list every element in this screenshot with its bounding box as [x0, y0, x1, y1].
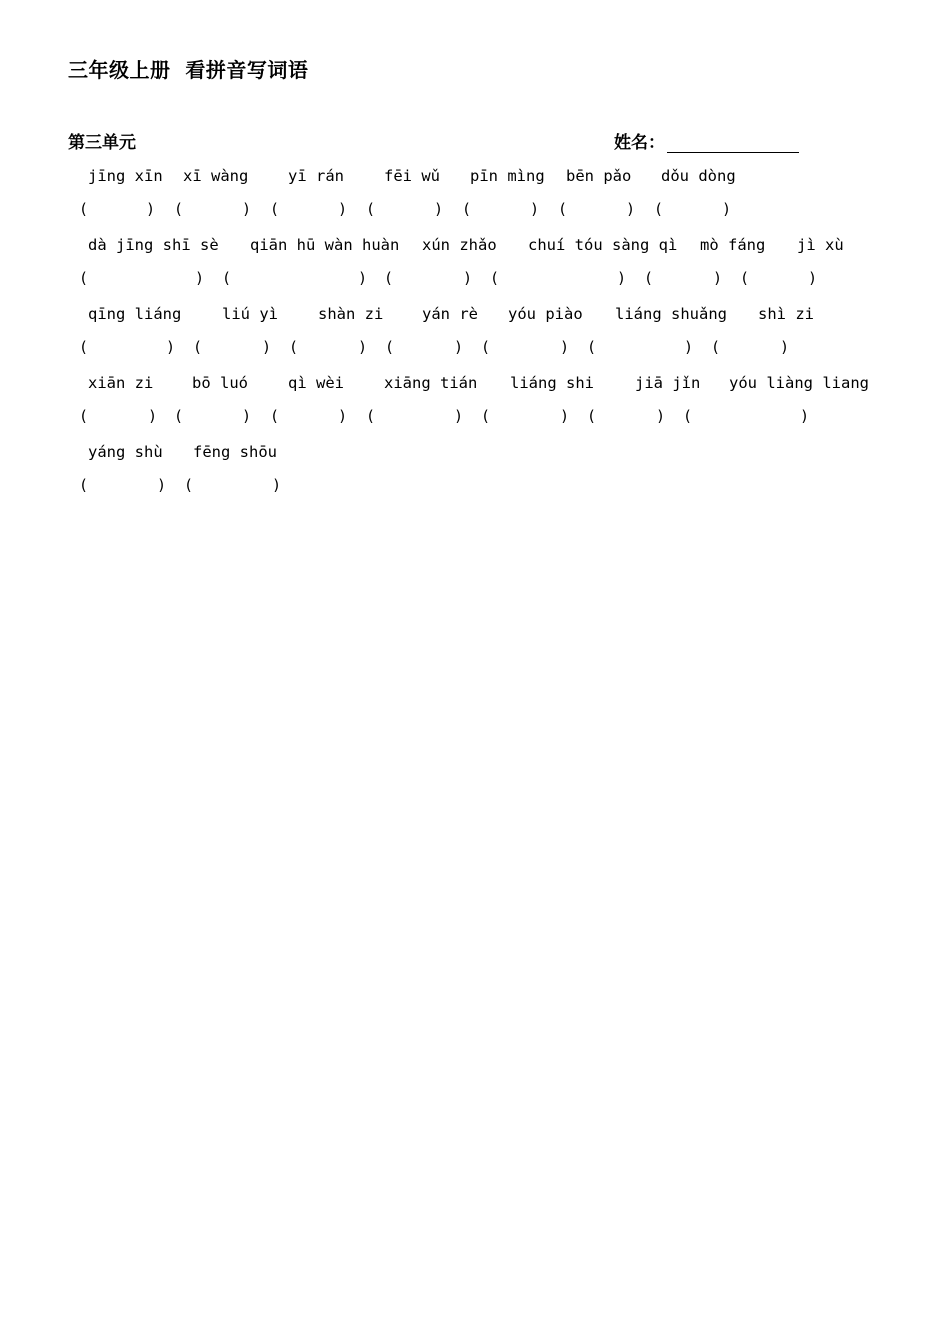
answer-blank-close-paren: )	[358, 269, 368, 287]
answer-blank-open-paren: (	[481, 338, 491, 356]
answer-blank-open-paren: (	[384, 269, 394, 287]
answer-blank[interactable]	[184, 406, 240, 426]
pinyin-prompt: dǒu dòng	[661, 167, 736, 185]
pinyin-prompt: qì wèi	[288, 374, 344, 392]
pinyin-prompt: bēn pǎo	[566, 167, 632, 185]
pinyin-prompt: dà jīng shī sè	[88, 236, 219, 254]
answer-blank[interactable]	[568, 199, 624, 219]
answer-blank[interactable]	[750, 268, 806, 288]
pinyin-prompt: fēng shōu	[193, 443, 277, 461]
answer-blank-close-paren: )	[800, 407, 810, 425]
pinyin-prompt: mò fáng	[700, 236, 766, 254]
answer-blank-close-paren: )	[434, 200, 444, 218]
pinyin-prompt: yóu piào	[508, 305, 583, 323]
pinyin-prompt: qīng liáng	[88, 305, 182, 323]
pinyin-prompt: xiāng tián	[384, 374, 478, 392]
answer-blank-open-paren: (	[79, 407, 89, 425]
answer-blank-close-paren: )	[684, 338, 694, 356]
answer-blank-close-paren: )	[454, 338, 464, 356]
answer-blank-close-paren: )	[808, 269, 818, 287]
answer-blank-open-paren: (	[79, 338, 89, 356]
pinyin-prompt: shì zi	[758, 305, 814, 323]
answer-blank[interactable]	[280, 199, 336, 219]
answer-blank-close-paren: )	[146, 200, 156, 218]
answer-blank-close-paren: )	[780, 338, 790, 356]
answer-blank-open-paren: (	[184, 476, 194, 494]
answer-blank-open-paren: (	[270, 407, 280, 425]
pinyin-prompt: xún zhǎo	[422, 236, 497, 254]
answer-blank[interactable]	[376, 406, 452, 426]
answer-blank[interactable]	[395, 337, 452, 357]
answer-blank-open-paren: (	[462, 200, 472, 218]
pinyin-prompt: liú yì	[222, 305, 278, 323]
answer-blank-close-paren: )	[713, 269, 723, 287]
answer-blank-open-paren: (	[174, 407, 184, 425]
answer-blank[interactable]	[721, 337, 778, 357]
answer-blank-open-paren: (	[79, 200, 89, 218]
answer-blank[interactable]	[693, 406, 798, 426]
pinyin-prompt: xī wàng	[183, 167, 249, 185]
answer-blank-open-paren: (	[174, 200, 184, 218]
answer-blank-close-paren: )	[463, 269, 473, 287]
answer-blank[interactable]	[89, 406, 146, 426]
answer-blank-close-paren: )	[358, 338, 368, 356]
pinyin-prompt: jì xù	[797, 236, 844, 254]
answer-blank[interactable]	[664, 199, 720, 219]
answer-blank[interactable]	[89, 268, 193, 288]
pinyin-prompt: jīng xīn	[88, 167, 163, 185]
answer-blank[interactable]	[394, 268, 461, 288]
answer-blank-close-paren: )	[530, 200, 540, 218]
answer-blank-close-paren: )	[560, 338, 570, 356]
answer-blank[interactable]	[89, 199, 144, 219]
answer-blank[interactable]	[280, 406, 336, 426]
pinyin-prompt: xiān zi	[88, 374, 154, 392]
answer-blank-open-paren: (	[587, 338, 597, 356]
answer-blank-close-paren: )	[454, 407, 464, 425]
answer-blank-open-paren: (	[481, 407, 491, 425]
answer-blank-open-paren: (	[644, 269, 654, 287]
pinyin-prompt: fēi wǔ	[384, 167, 440, 185]
answer-blank[interactable]	[500, 268, 615, 288]
answer-blank[interactable]	[491, 406, 558, 426]
answer-blank[interactable]	[89, 337, 164, 357]
pinyin-prompt: yī rán	[288, 167, 344, 185]
answer-blank-close-paren: )	[242, 200, 252, 218]
pinyin-prompt: yán rè	[422, 305, 478, 323]
pinyin-prompt: liáng shi	[510, 374, 594, 392]
name-label: 姓名：	[614, 133, 665, 153]
answer-blank[interactable]	[376, 199, 432, 219]
pinyin-prompt: bō luó	[192, 374, 248, 392]
answer-blank-close-paren: )	[272, 476, 282, 494]
answer-blank-open-paren: (	[79, 269, 89, 287]
pinyin-prompt: yóu liàng liang	[729, 374, 869, 392]
answer-blank-open-paren: (	[385, 338, 395, 356]
answer-blank[interactable]	[472, 199, 528, 219]
answer-blank[interactable]	[597, 406, 654, 426]
answer-blank-open-paren: (	[683, 407, 693, 425]
answer-blank-close-paren: )	[166, 338, 176, 356]
pinyin-prompt: yáng shù	[88, 443, 163, 461]
answer-blank-close-paren: )	[242, 407, 252, 425]
answer-blank[interactable]	[232, 268, 356, 288]
answer-blank[interactable]	[89, 475, 155, 495]
answer-blank-open-paren: (	[558, 200, 568, 218]
name-blank-line[interactable]	[667, 135, 799, 153]
answer-blank[interactable]	[184, 199, 240, 219]
answer-blank-open-paren: (	[193, 338, 203, 356]
answer-blank-open-paren: (	[587, 407, 597, 425]
pinyin-prompt: qiān hū wàn huàn	[250, 236, 400, 254]
answer-blank-close-paren: )	[148, 407, 158, 425]
answer-blank-close-paren: )	[195, 269, 205, 287]
answer-blank-close-paren: )	[626, 200, 636, 218]
answer-blank[interactable]	[299, 337, 356, 357]
answer-blank-close-paren: )	[338, 200, 348, 218]
answer-blank-open-paren: (	[740, 269, 750, 287]
answer-blank[interactable]	[654, 268, 711, 288]
answer-blank[interactable]	[194, 475, 270, 495]
answer-blank[interactable]	[597, 337, 682, 357]
answer-blank-open-paren: (	[366, 407, 376, 425]
pinyin-prompt: pīn mìng	[470, 167, 545, 185]
answer-blank-open-paren: (	[366, 200, 376, 218]
answer-blank-close-paren: )	[617, 269, 627, 287]
answer-blank-close-paren: )	[656, 407, 666, 425]
answer-blank-close-paren: )	[722, 200, 732, 218]
pinyin-prompt: jiā jǐn	[635, 374, 701, 392]
pinyin-prompt: chuí tóu sàng qì	[528, 236, 678, 254]
pinyin-prompt: shàn zi	[318, 305, 384, 323]
name-field	[614, 128, 799, 153]
answer-blank-open-paren: (	[654, 200, 664, 218]
answer-blank-open-paren: (	[79, 476, 89, 494]
answer-blank-close-paren: )	[560, 407, 570, 425]
answer-blank-open-paren: (	[711, 338, 721, 356]
page-title: 三年级上册 看拼音写词语	[68, 58, 309, 82]
answer-blank-close-paren: )	[262, 338, 272, 356]
answer-blank-close-paren: )	[338, 407, 348, 425]
answer-blank-close-paren: )	[157, 476, 167, 494]
answer-blank-open-paren: (	[289, 338, 299, 356]
answer-blank-open-paren: (	[490, 269, 500, 287]
answer-blank-open-paren: (	[270, 200, 280, 218]
answer-blank[interactable]	[491, 337, 558, 357]
unit-heading: 第三单元	[68, 133, 136, 153]
answer-blank-open-paren: (	[222, 269, 232, 287]
answer-blank[interactable]	[203, 337, 260, 357]
pinyin-prompt: liáng shuǎng	[615, 305, 727, 323]
